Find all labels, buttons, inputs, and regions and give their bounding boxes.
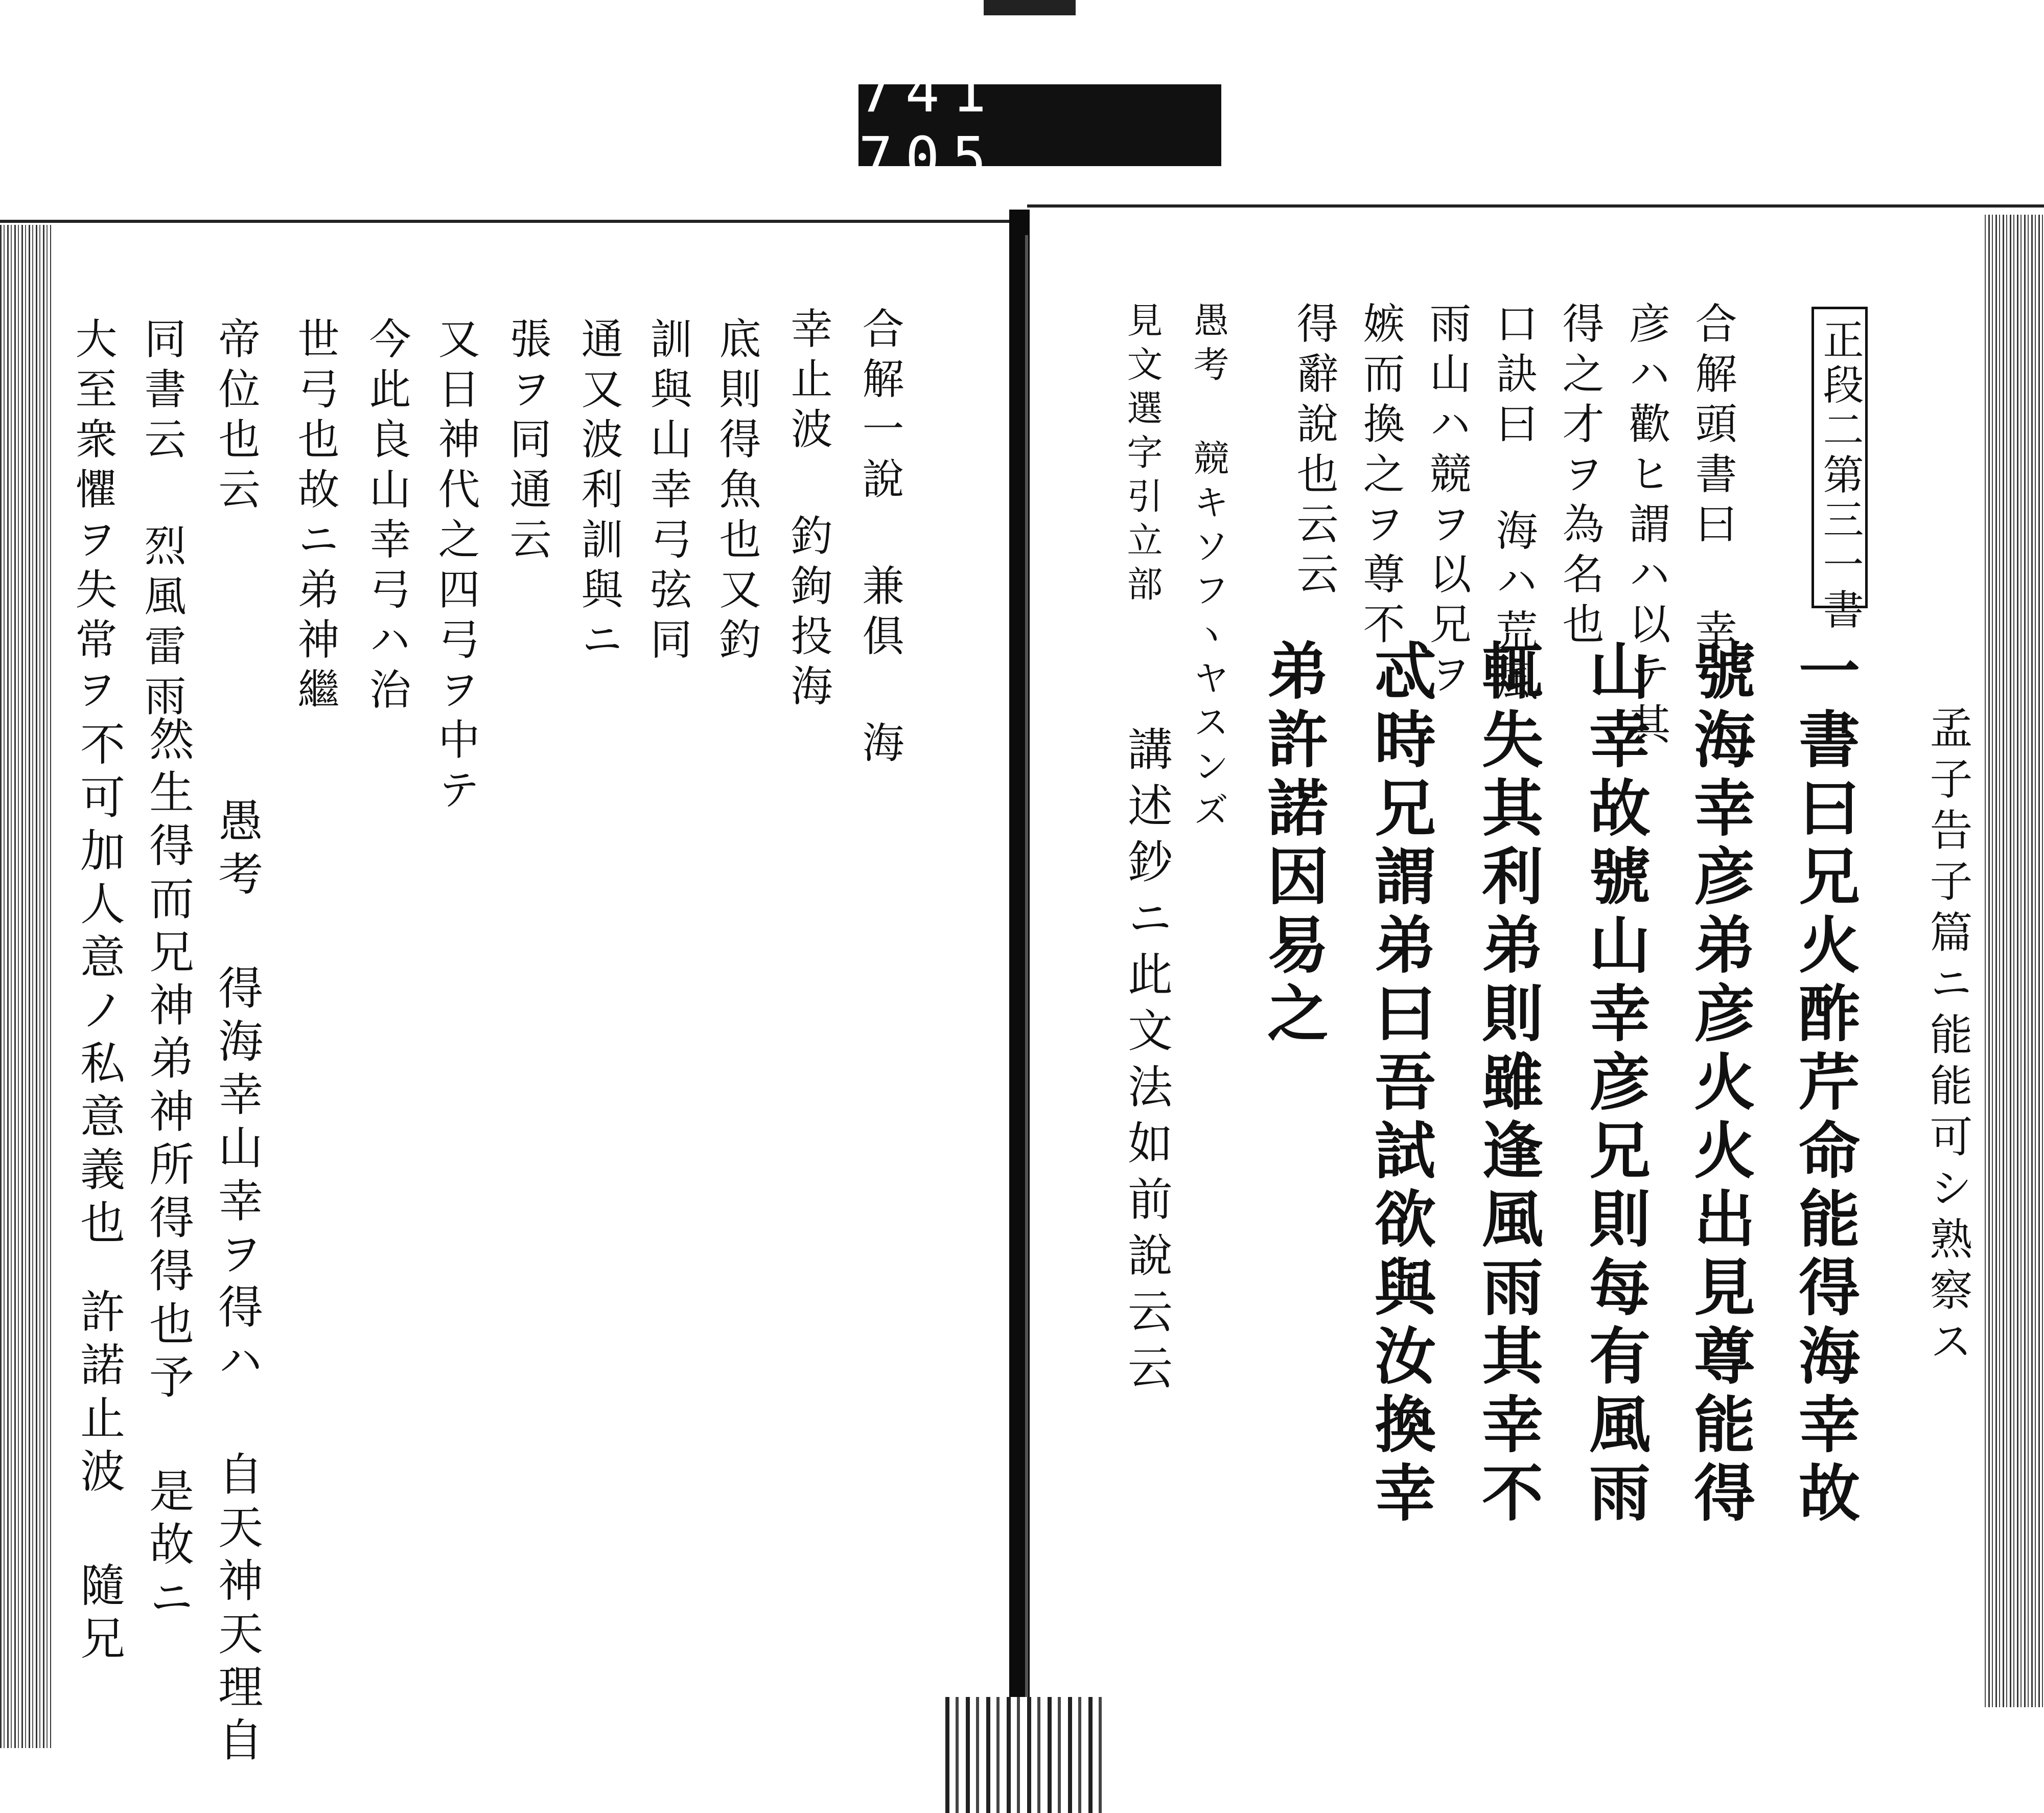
left-column-6: 張ヲ同通云 bbox=[503, 317, 551, 567]
commentary-line-5: 雨山ハ競ヲ以兄ヲ bbox=[1423, 302, 1471, 702]
right-page-edge bbox=[1983, 215, 2044, 1707]
left-column-5: 通又波利訓與ニ bbox=[574, 317, 623, 668]
left-note-3: 不可加人意ノ私意義也 bbox=[73, 721, 126, 1252]
left-column-9: 世弓也故ニ弟神繼 bbox=[291, 317, 339, 718]
commentary-line-1: 合解頭書曰 幸 bbox=[1688, 302, 1737, 659]
book-spine-highlight bbox=[1025, 235, 1028, 1697]
left-column-4: 訓與山幸弓弦同 bbox=[643, 317, 692, 668]
note-line-2: 見文選字引立部 bbox=[1121, 302, 1163, 609]
left-column-7: 又日神代之四弓ヲ中テ bbox=[431, 317, 480, 818]
left-column-12: 大至衆懼ヲ失常ヲ bbox=[68, 317, 117, 718]
catalog-label bbox=[858, 59, 1221, 192]
left-column-2: 幸止波 釣鉤投海 bbox=[784, 307, 832, 714]
note-line-1: 愚考 競キソフヽヤスンズ bbox=[1188, 302, 1229, 835]
left-note-4: 許諾止波 隨兄 bbox=[73, 1288, 126, 1668]
section-title-box bbox=[1811, 307, 1868, 633]
left-column-8: 今此良山幸弓ハ治 bbox=[362, 317, 411, 718]
left-note-2: 然生得而兄神弟神所得得也予 是故ニ bbox=[142, 716, 195, 1627]
main-text-line-1: 一書曰兄火酢芹命能得海幸故 bbox=[1788, 639, 1861, 1529]
left-note-1: 愚考 得海幸山幸ヲ得ハ 自天神天理自 bbox=[211, 797, 264, 1770]
lecture-note: 講述鈔ニ此文法如前說云云 bbox=[1121, 726, 1173, 1401]
main-text-line-5: 忒時兄謂弟曰吾試欲與汝換幸 bbox=[1364, 639, 1436, 1529]
left-column-10: 帝位也云 bbox=[212, 317, 260, 517]
main-text-line-4: 輒失其利弟則雖逢風雨其幸不 bbox=[1472, 639, 1544, 1529]
commentary-line-7: 得辭說也云云 bbox=[1290, 302, 1338, 602]
commentary-line-4: 口訣曰 海ハ荒風 bbox=[1489, 302, 1538, 709]
left-page-edge bbox=[0, 225, 51, 1748]
catalog-label-text: 741 705. bbox=[858, 59, 1046, 192]
main-text-line-3: 山幸故號山幸彦兄則每有風雨 bbox=[1579, 639, 1651, 1529]
main-text-line-2: 號海幸彦弟彦火火出見尊能得 bbox=[1684, 639, 1756, 1529]
main-text-line-6: 弟許諾因易之 bbox=[1257, 639, 1329, 1050]
binding-clip-top bbox=[984, 0, 1076, 15]
left-column-11: 同書云 烈風雷雨 bbox=[137, 317, 186, 724]
top-note: 孟子告子篇ニ能能可シ熟察ス bbox=[1923, 705, 1973, 1370]
commentary-line-2: 彦ハ歡ヒ謂ハ以テ其 bbox=[1622, 302, 1670, 752]
binding-clip-bottom bbox=[945, 1697, 1104, 1813]
left-column-1: 合解一說 兼俱 海 bbox=[855, 307, 904, 771]
section-title: 正段二第三一書 bbox=[1816, 318, 1864, 633]
left-column-3: 底則得魚也又釣 bbox=[712, 317, 761, 668]
commentary-line-6: 嫉而換之ヲ尊不 bbox=[1356, 302, 1405, 652]
commentary-line-3: 得之才ヲ為名也 bbox=[1555, 302, 1604, 652]
